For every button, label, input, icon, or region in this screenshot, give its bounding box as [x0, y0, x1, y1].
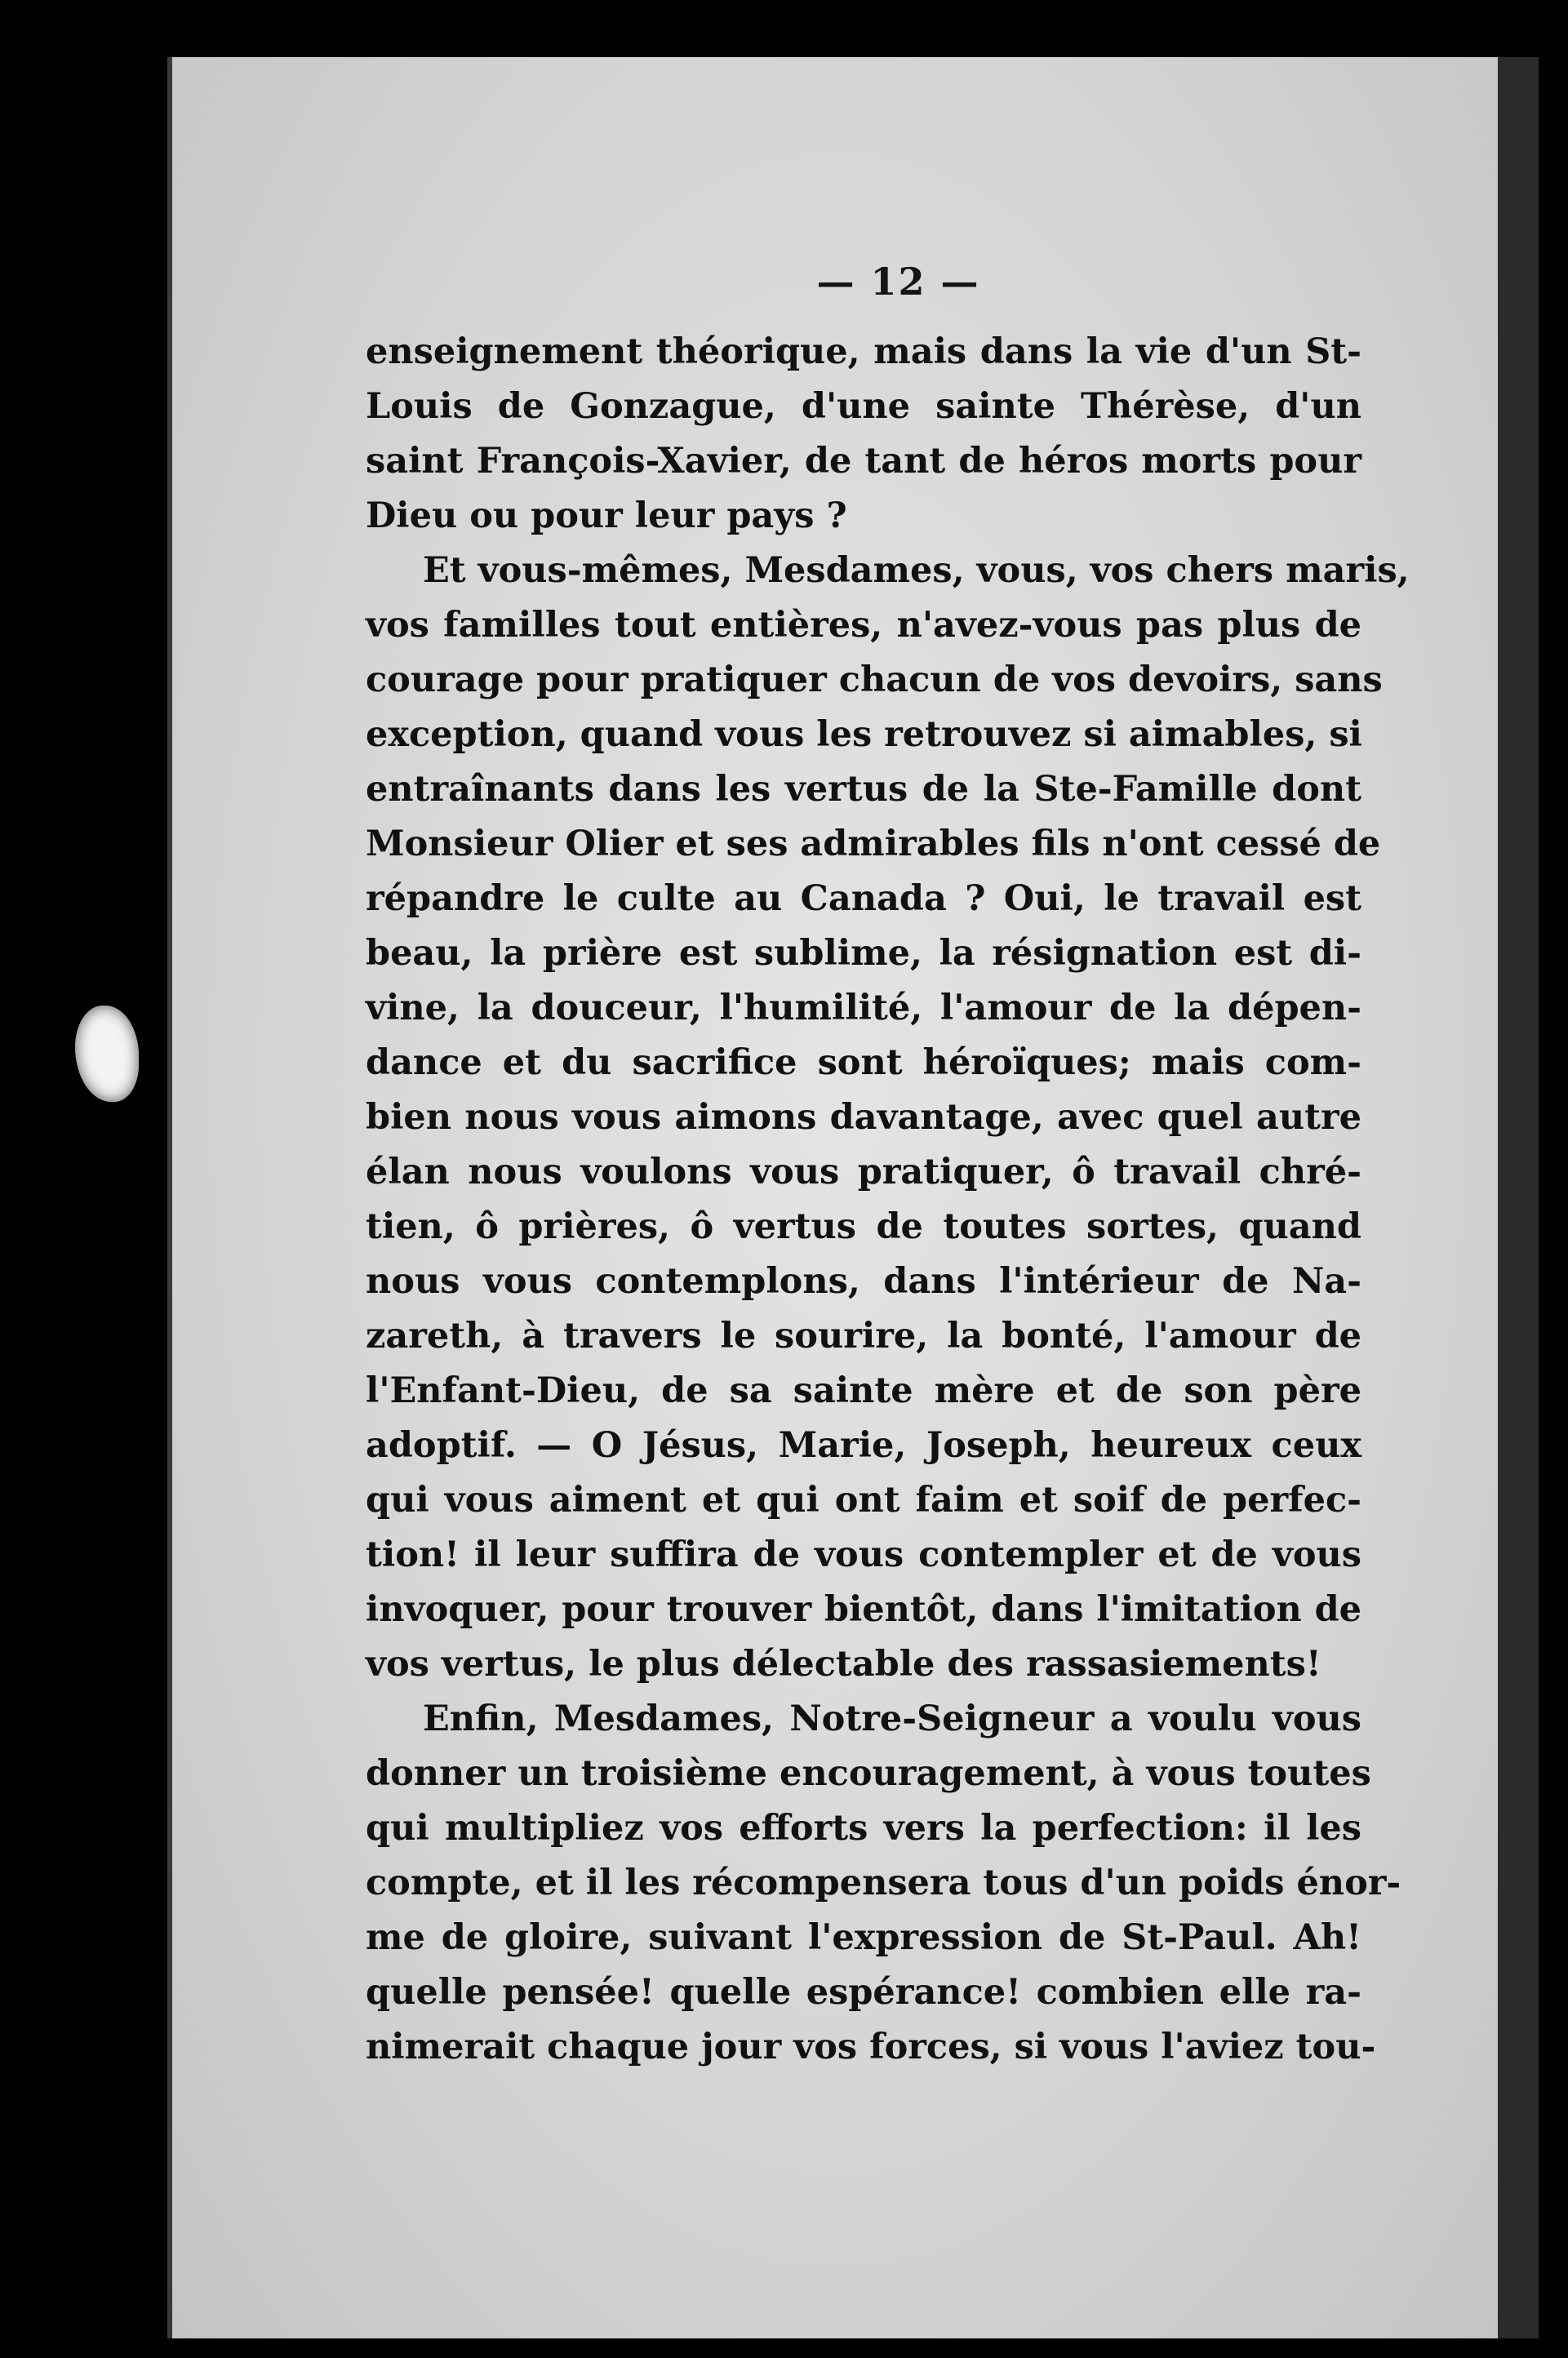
text-line: nous vous contemplons, dans l'intérieur de Na-: [366, 1261, 1361, 1302]
text-line: courage pour pratiquer chacun de vos devoirs, sans: [366, 659, 1383, 700]
text-line: me de gloire, suivant l'expression de St-Paul. Ah!: [366, 1917, 1361, 1958]
text-line: Louis de Gonzague, d'une sainte Thérèse, d'un: [366, 386, 1361, 427]
text-line: qui multipliez vos efforts vers la perfection: il les: [366, 1808, 1361, 1849]
text-line: Monsieur Olier et ses admirables fils n'ont cessé de: [366, 824, 1381, 864]
paper-damage-spot: [75, 1006, 139, 1102]
text-line: donner un troisième encouragement, à vous toutes: [366, 1753, 1371, 1794]
text-line: compte, et il les récompensera tous d'un poids énor-: [366, 1863, 1401, 1903]
text-line: l'Enfant-Dieu, de sa sainte mère et de son père: [366, 1370, 1361, 1411]
text-line: vine, la douceur, l'humilité, l'amour de la dépen-: [366, 988, 1361, 1028]
text-line: invoquer, pour trouver bientôt, dans l'imitation de: [366, 1589, 1361, 1630]
text-line: Et vous-mêmes, Mesdames, vous, vos chers maris,: [423, 550, 1410, 591]
text-line: dance et du sacrifice sont héroïques; mais com-: [366, 1042, 1361, 1083]
scan-border: [1539, 0, 1568, 2358]
text-line: vos familles tout entières, n'avez-vous pas plus de: [366, 605, 1361, 646]
text-line: quelle pensée! quelle espérance! combien elle ra-: [366, 1972, 1361, 2013]
text-line: nimerait chaque jour vos forces, si vous l'aviez tou-: [366, 2027, 1376, 2067]
text-line: exception, quand vous les retrouvez si aimables, si: [366, 714, 1362, 755]
text-line: qui vous aiment et qui ont faim et soif de perfec-: [366, 1480, 1361, 1521]
body-text: [366, 325, 1410, 2075]
text-line: saint François-Xavier, de tant de héros morts pour: [366, 441, 1361, 482]
page-number: — 12 —: [816, 260, 980, 304]
text-line: tion! il leur suffira de vous contempler et de vous: [366, 1534, 1361, 1575]
text-line: Dieu ou pour leur pays ?: [366, 495, 847, 536]
text-line: répandre le culte au Canada ? Oui, le travail est: [366, 878, 1361, 919]
text-line: enseignement théorique, mais dans la vie d'un St-: [366, 331, 1361, 372]
text-line: bien nous vous aimons davantage, avec quel autre: [366, 1097, 1361, 1138]
text-line: élan nous voulons vous pratiquer, ô travail chré-: [366, 1152, 1361, 1192]
text-line: zareth, à travers le sourire, la bonté, l'amour de: [366, 1316, 1361, 1357]
text-line: entraînants dans les vertus de la Ste-Famille dont: [366, 769, 1361, 810]
text-line: vos vertus, le plus délectable des rassasiements!: [366, 1644, 1321, 1685]
text-line: tien, ô prières, ô vertus de toutes sortes, quand: [366, 1206, 1361, 1247]
text-line: Enfin, Mesdames, Notre-Seigneur a voulu vous: [423, 1699, 1361, 1739]
text-line: adoptif. — O Jésus, Marie, Joseph, heureux ceux: [366, 1425, 1361, 1466]
text-line: beau, la prière est sublime, la résignation est di-: [366, 933, 1361, 974]
page-edge-shadow: [1498, 57, 1539, 2338]
